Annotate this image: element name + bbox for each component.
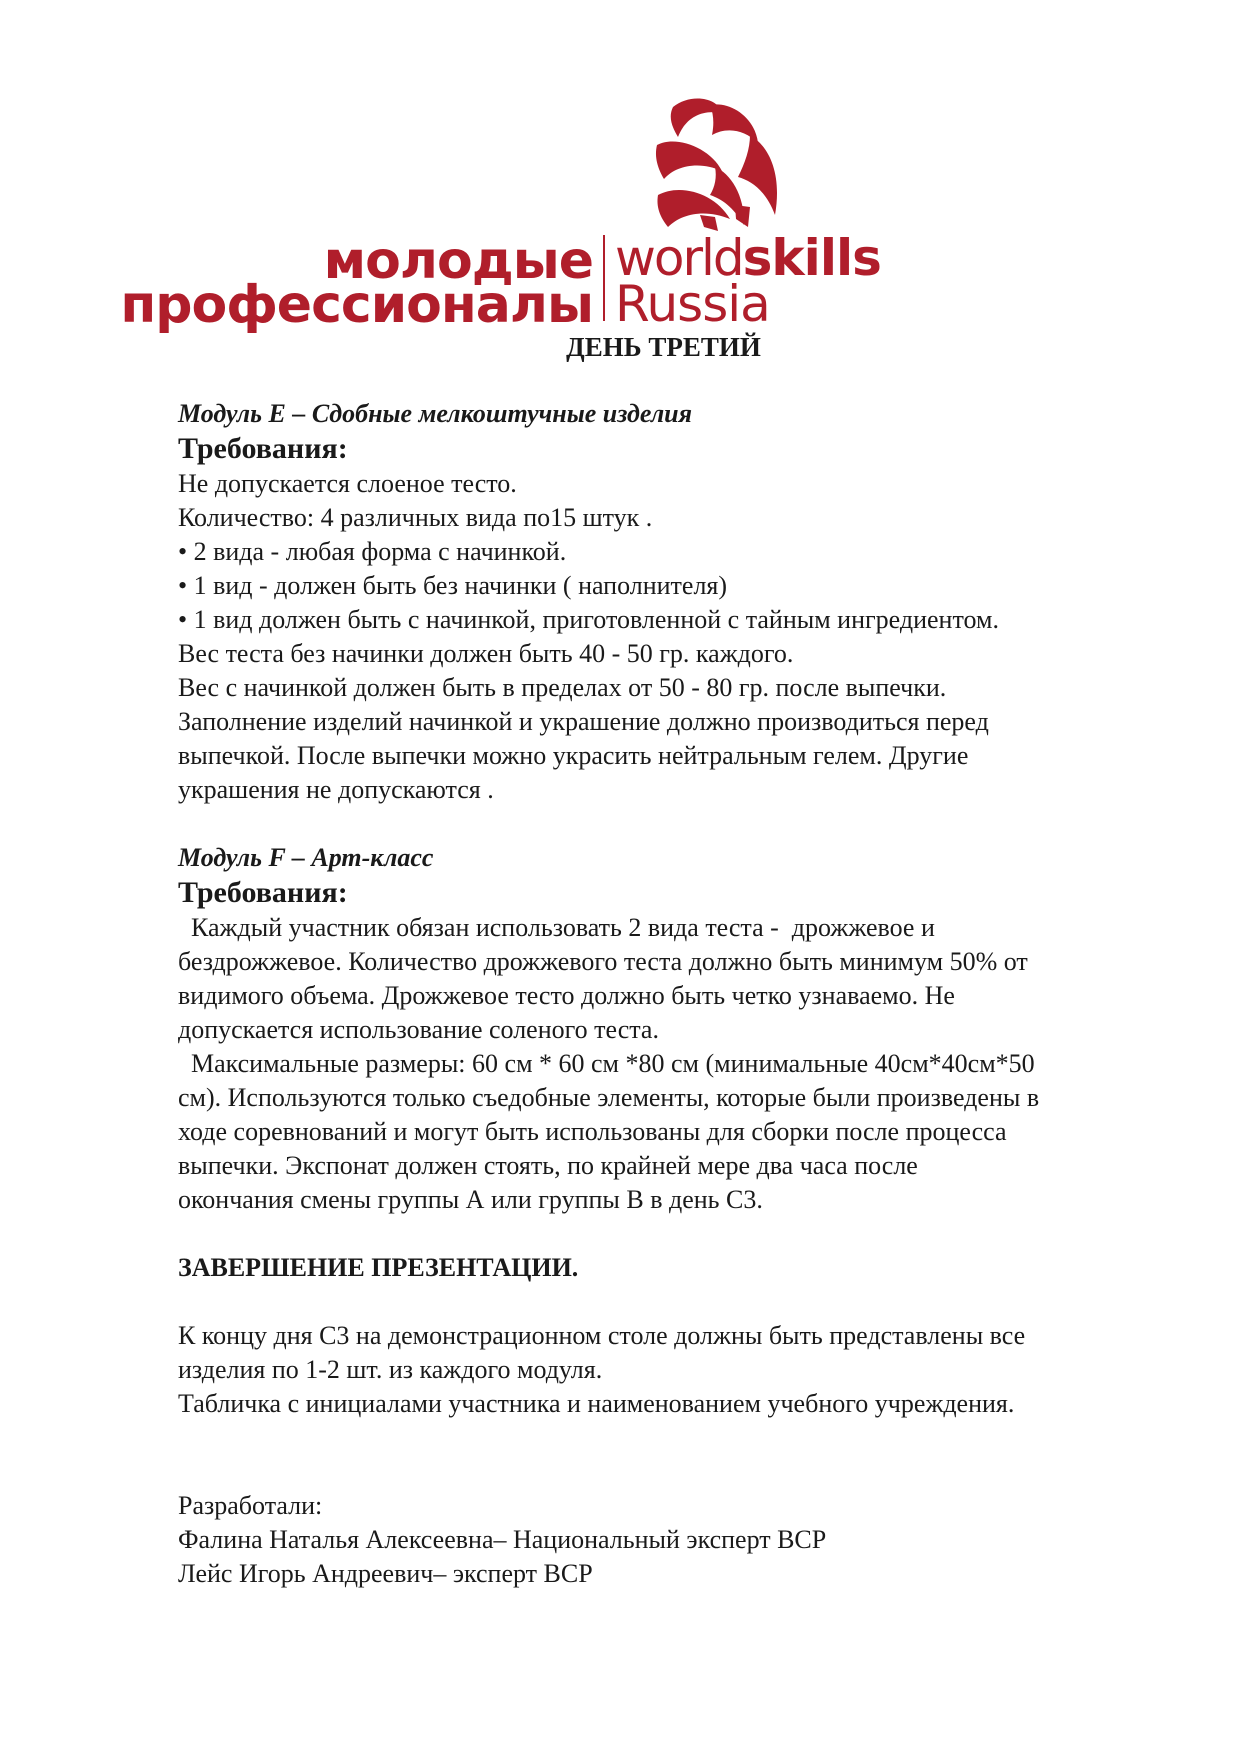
module-f-line: окончания смены группы А или группы В в день С3. [178, 1185, 763, 1214]
module-f-requirements-heading: Требования: [178, 876, 348, 909]
module-f-line: допускается использование соленого теста. [178, 1015, 659, 1044]
module-e-line: • 2 вида - любая форма с начинкой. [178, 537, 567, 566]
module-f-line: ходе соревнований и могут быть использованы для сборки после процесса [178, 1117, 1007, 1146]
logo-russia: Russia [615, 275, 770, 333]
module-e-line: Количество: 4 различных вида по15 штук . [178, 503, 653, 532]
module-e-line: Не допускается слоеное тесто. [178, 469, 517, 498]
completion-heading: ЗАВЕРШЕНИЕ ПРЕЗЕНТАЦИИ. [178, 1253, 579, 1282]
logo-divider [603, 235, 605, 321]
author-name: Лейс Игорь Андреевич– эксперт ВСР [178, 1559, 593, 1588]
logo-text-line1: молодые [323, 231, 593, 291]
authors-label: Разработали: [178, 1491, 323, 1520]
module-e-heading: Модуль E – Сдобные мелкоштучные изделия [178, 399, 693, 428]
document-body [178, 397, 1178, 1591]
spacer [178, 1285, 1178, 1319]
page-title: ДЕНЬ ТРЕТИЙ [566, 332, 761, 362]
module-e-line: Вес с начинкой должен быть в пределах от 50 - 80 гр. после выпечки. [178, 673, 947, 702]
module-f-line: Максимальные размеры: 60 см * 60 см *80 см (минимальные 40см*40см*50 [178, 1049, 1035, 1078]
completion-line: изделия по 1-2 шт. из каждого модуля. [178, 1355, 603, 1384]
module-e-line: • 1 вид должен быть с начинкой, приготовленной с тайным ингредиентом. [178, 605, 999, 634]
spacer [178, 807, 1178, 841]
module-f-line: бездрожжевое. Количество дрожжевого теста должно быть минимум 50% от [178, 947, 1028, 976]
spacer [178, 1421, 1178, 1455]
module-e-line: Заполнение изделий начинкой и украшение должно производиться перед [178, 707, 989, 736]
module-f-line: выпечки. Экспонат должен стоять, по крайней мере два часа после [178, 1151, 918, 1180]
module-e-line: • 1 вид - должен быть без начинки ( наполнителя) [178, 571, 728, 600]
module-f-line: Каждый участник обязан использовать 2 вида теста - дрожжевое и [178, 913, 935, 942]
spacer [178, 1217, 1178, 1251]
module-e-line: выпечкой. После выпечки можно украсить нейтральным гелем. Другие [178, 741, 969, 770]
module-f-heading: Модуль F – Арт-класс [178, 843, 434, 872]
author-name: Фалина Наталья Алексеевна– Национальный эксперт ВСР [178, 1525, 827, 1554]
logo-world: world [615, 229, 743, 287]
module-e-requirements-heading: Требования: [178, 432, 348, 465]
logo-skills: skills [742, 229, 881, 287]
module-f-line: видимого объема. Дрожжевое тесто должно быть четко узнаваемо. Не [178, 981, 955, 1010]
logo-text-line2: профессионалы [120, 275, 593, 335]
completion-line: К концу дня С3 на демонстрационном столе должны быть представлены все [178, 1321, 1026, 1350]
spacer [178, 1455, 1178, 1489]
worldskills-logo [120, 95, 881, 335]
module-e-line: украшения не допускаются . [178, 775, 494, 804]
module-e-line: Вес теста без начинки должен быть 40 - 50 гр. каждого. [178, 639, 794, 668]
module-f-line: см). Используются только съедобные элементы, которые были произведены в [178, 1083, 1040, 1112]
completion-line: Табличка с инициалами участника и наименованием учебного учреждения. [178, 1389, 1015, 1418]
